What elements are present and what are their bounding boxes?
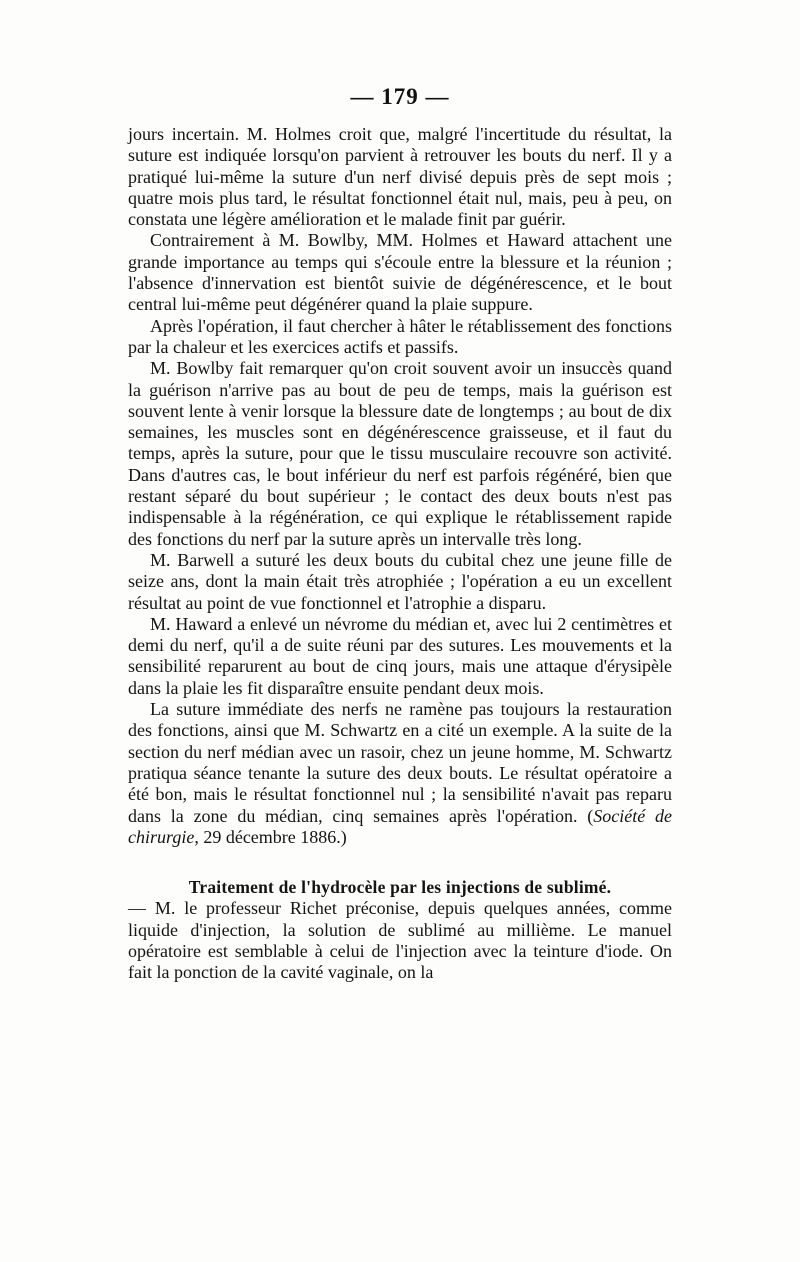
paragraph-7 xyxy=(128,699,672,848)
page-number: — 179 — xyxy=(350,84,450,109)
section-heading: Traitement de l'hydrocèle par les injections de sublimé. xyxy=(188,877,612,898)
paragraph-1: jours incertain. M. Holmes croit que, malgré l'incertitude du résultat, la suture est indiquée lorsqu'on parvient à retrouver les bouts du nerf. Il y a pratiqué lui-même la suture d'un nerf divisé depuis près de sept mois ; quatre mois plus tard, le résultat fonctionnel était nul, mais, peu à peu, on constata une légère amélioration et le malade finit par guérir. xyxy=(128,124,672,230)
paragraph-2: Contrairement à M. Bowlby, MM. Holmes et Haward attachent une grande importance au temps qui s'écoule entre la blessure et la réunion ; l'absence d'innervation est bientôt suivie de dégénérescence, et le bout central lui-même peut dégénérer quand la plaie suppure. xyxy=(128,230,672,315)
paragraph-6: M. Haward a enlevé un névrome du médian et, avec lui 2 centimètres et demi du nerf, qu'il a de suite réuni par des sutures. Les mouvements et la sensibilité reparurent au bout de cinq jours, mais une attaque d'érysipèle dans la plaie les fit disparaître ensuite pendant deux mois. xyxy=(128,613,672,698)
paragraph-7-text: La suture immédiate des nerfs ne ramène pas toujours la restauration des fonctions, ainsi que M. Schwartz en a cité un exemple. A la suite de la section du nerf médian avec un rasoir, chez un jeune homme, M. Schwartz pratiqua séance tenante la suture des deux bouts. Le résultat opératoire a été bon, mais le résultat fonctionnel nul ; la sensibilité n'avait pas reparu dans la zone du médian, cinq semaines après l'opération. xyxy=(128,699,672,826)
citation-date: , 29 décembre 1886.) xyxy=(194,826,347,847)
paragraph-3: Après l'opération, il faut chercher à hâter le rétablissement des fonctions par la chaleur et les exercices actifs et passifs. xyxy=(128,315,672,357)
citation-prefix: ( xyxy=(577,805,594,826)
citation-journal: Société de chirurgie xyxy=(128,805,673,847)
section-text: — M. le professeur Richet préconise, depuis quelques années, comme liquide d'injection, la solution de sublimé au millième. Le manuel opératoire est semblable à celui de l'injection avec la teinture d'iode. On fait la ponction de la cavité vaginale, on la xyxy=(128,898,672,983)
body-text xyxy=(128,124,672,984)
paragraph-4: M. Bowlby fait remarquer qu'on croit souvent avoir un insuccès quand la guérison n'arrive pas au bout de peu de temps, mais la guérison est souvent lente à venir lorsque la blessure date de longtemps ; au bout de dix semaines, les muscles sont en dégénérescence graisseuse, et il faut du temps, après la suture, pour que le tissu musculaire recouvre son activité. Dans d'autres cas, le bout inférieur du nerf est parfois régénéré, bien que restant séparé du bout supérieur ; le contact des deux bouts n'est pas indispensable à la régénération, ce qui explique le rétablissement rapide des fonctions du nerf par la suture après un intervalle très long. xyxy=(128,358,672,549)
paragraph-5: M. Barwell a suturé les deux bouts du cubital chez une jeune fille de seize ans, dont la main était très atrophiée ; l'opération a eu un excellent résultat au point de vue fonctionnel et l'atrophie a disparu. xyxy=(128,549,672,613)
